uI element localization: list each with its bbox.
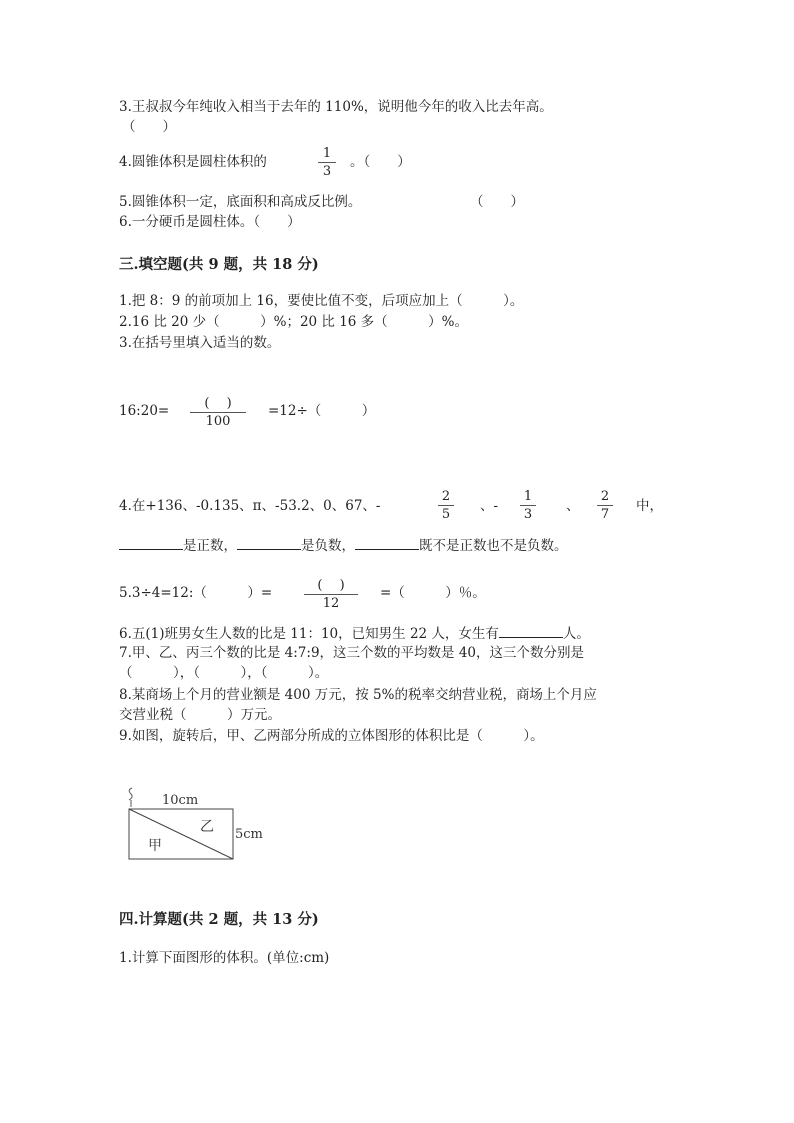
- fraction-denominator: 7: [600, 507, 610, 522]
- fill-q7-answers: （ ），（ ），（ ）。: [119, 665, 329, 681]
- fraction-denominator: 5: [441, 507, 451, 522]
- rotation-arrow-icon: [129, 788, 132, 800]
- judge-q4-fraction: [318, 145, 336, 180]
- fill-q6-prefix: 6.五(1)班男女生人数的比是 11：10，已知男生 22 人，女生有: [119, 626, 499, 642]
- region-yi-label: 乙: [200, 819, 214, 835]
- fill-q7-text: 7.甲、乙、丙三个数的比是 4:7:9，这三个数的平均数是 40，这三个数分别是: [119, 645, 585, 661]
- rotation-rectangle-figure: [110, 780, 290, 870]
- answer-blank: [355, 535, 419, 550]
- fill-q4-end: 中，: [636, 498, 663, 514]
- fill-q5-fraction: [304, 577, 358, 612]
- fraction-denominator: 3: [523, 507, 533, 522]
- fraction-numerator: 2: [600, 489, 610, 504]
- fill-q6-text: [119, 623, 590, 643]
- fraction-numerator: ( ): [204, 396, 232, 411]
- fraction-numerator: 1: [523, 489, 533, 504]
- fill-q3-equation-left: 16:20=: [119, 403, 170, 419]
- fill-q4-neither-label: 既不是正数也不是负数。: [419, 538, 568, 554]
- judge-q5-answer-paren: （ ）: [470, 194, 524, 210]
- fill-q5-right: =（ ）％。: [380, 585, 486, 601]
- fraction-numerator: ( ): [317, 578, 345, 593]
- judge-q6-text: 6.一分硬币是圆柱体。（ ）: [119, 214, 301, 230]
- fraction-denominator: 3: [322, 164, 332, 179]
- fill-q4-fraction-2: [520, 488, 536, 523]
- section-4-heading: 四.计算题(共 2 题，共 13 分): [119, 911, 319, 928]
- calc-q1-text: 1.计算下面图形的体积。(单位:cm): [119, 950, 330, 966]
- fill-q8-answer: 交营业税（ ）万元。: [119, 707, 281, 723]
- fill-q4-separator: 、-: [480, 498, 499, 514]
- fill-q4-negative-label: 是负数，: [301, 538, 355, 554]
- fill-q4-positive-label: 是正数，: [183, 538, 237, 554]
- section-3-heading: 三.填空题(共 9 题，共 18 分): [119, 256, 319, 273]
- fraction-denominator: 12: [322, 596, 340, 611]
- fill-q3-equation-right: =12÷（ ）: [268, 403, 376, 419]
- judge-q5-text: 5.圆锥体积一定，底面积和高成反比例。: [119, 194, 362, 210]
- width-label: 10cm: [162, 793, 199, 808]
- fill-q4-separator: 、: [566, 498, 580, 514]
- fill-q1-text: 1.把 8：9 的前项加上 16，要使比值不变，后项应加上（ ）。: [119, 293, 524, 309]
- fill-q9-text: 9.如图，旋转后，甲、乙两部分所成的立体图形的体积比是（ ）。: [119, 728, 544, 744]
- fill-q6-suffix: 人。: [562, 626, 590, 642]
- fraction-numerator: 2: [441, 489, 451, 504]
- fill-q4-fraction-1: [438, 488, 454, 523]
- rectangle-diagonal: [129, 809, 233, 859]
- fill-q2-text: 2.16 比 20 少（ ）%；20 比 16 多（ ）%。: [119, 314, 468, 330]
- fraction-numerator: 1: [322, 146, 332, 161]
- answer-blank: [119, 535, 183, 550]
- judge-q3-answer-paren: （ ）: [122, 119, 176, 135]
- judge-q3-text: 3.王叔叔今年纯收入相当于去年的 110%，说明他今年的收入比去年高。: [119, 99, 553, 115]
- region-jia-label: 甲: [148, 838, 162, 854]
- fill-q3-fraction: [190, 395, 246, 430]
- answer-blank: [237, 535, 301, 550]
- fill-q5-left: 5.3÷4=12:（ ）=: [119, 585, 273, 601]
- fill-q3-text: 3.在括号里填入适当的数。: [119, 335, 281, 351]
- fill-q4-line2: [119, 535, 568, 555]
- answer-blank: [499, 623, 563, 638]
- fraction-denominator: 100: [205, 414, 231, 429]
- judge-q4-answer-paren: 。（ ）: [350, 154, 411, 170]
- fill-q4-fraction-3: [597, 488, 613, 523]
- fill-q4-text: 4.在+136、-0.135、π、-53.2、0、67、-: [119, 498, 381, 514]
- judge-q4-text: 4.圆锥体积是圆柱体积的: [119, 154, 267, 170]
- fill-q8-text: 8.某商场上个月的营业额是 400 万元，按 5%的税率交纳营业税，商场上个月应: [119, 687, 597, 703]
- height-label: 5cm: [235, 827, 263, 842]
